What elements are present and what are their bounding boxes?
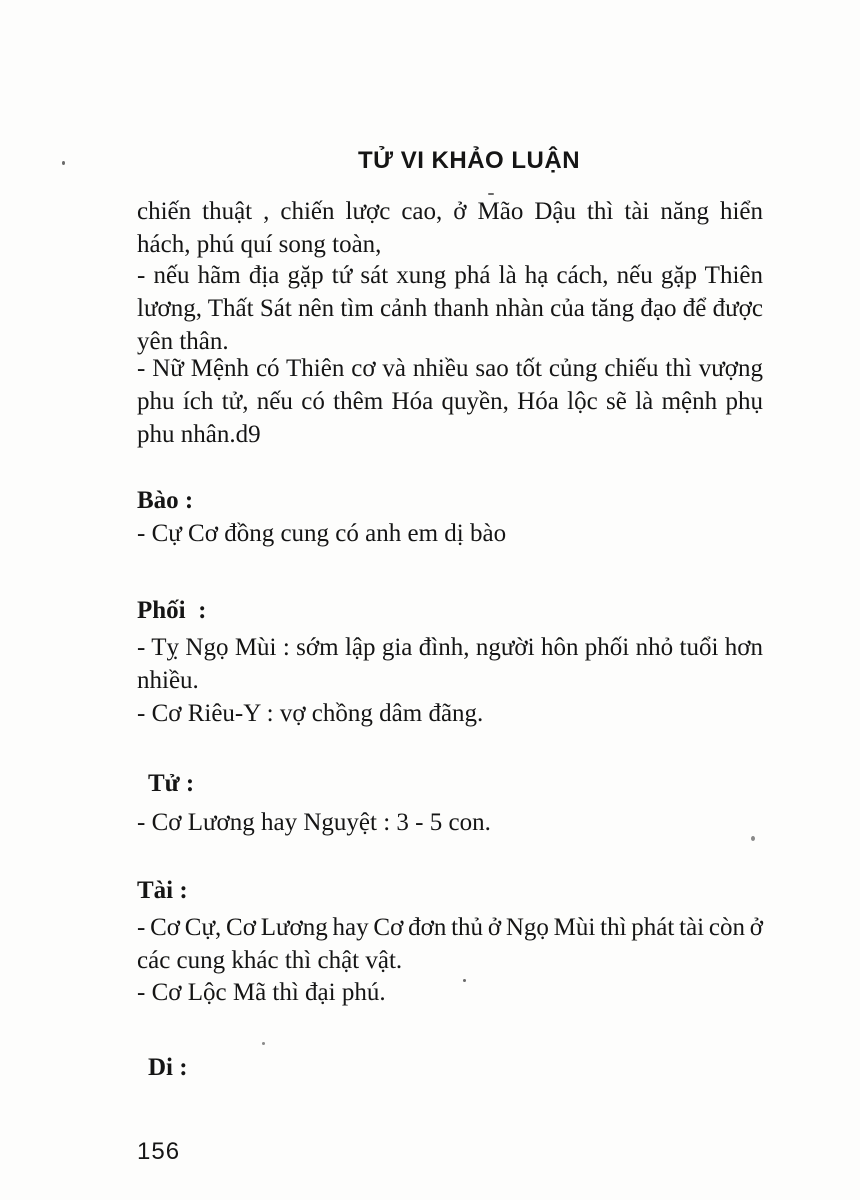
section-heading-phoi: Phối : xyxy=(137,597,207,624)
scan-speck xyxy=(751,836,755,841)
scan-speck xyxy=(262,1042,265,1045)
paragraph-line: - Cơ Riêu-Y : vợ chồng dâm đãng. xyxy=(137,700,484,727)
paragraph-line: nhiều. xyxy=(137,667,199,694)
paragraph-line: phu ích tử, nếu có thêm Hóa quyền, Hóa lộc sẽ là mệnh phụ xyxy=(137,388,763,415)
paragraph-line: hách, phú quí song toàn, xyxy=(137,231,382,258)
paragraph-line: - Cơ Lộc Mã thì đại phú. xyxy=(137,979,386,1006)
scan-speck xyxy=(62,161,65,165)
paragraph-line: - Cự Cơ đồng cung có anh em dị bào xyxy=(137,520,507,547)
paragraph-line: - Nữ Mệnh có Thiên cơ và nhiều sao tốt củng chiếu thì vượng xyxy=(137,355,763,382)
paragraph-line: lương, Thất Sát nên tìm cảnh thanh nhàn của tăng đạo để được xyxy=(137,295,763,322)
section-heading-tu: Tử : xyxy=(148,770,195,797)
section-tu-item xyxy=(137,806,763,839)
section-phoi-item-2 xyxy=(137,697,763,730)
paragraph-line: chiến thuật , chiến lược cao, ở Mão Dậu thì tài năng hiển xyxy=(137,198,763,225)
section-heading-di: Di : xyxy=(148,1054,188,1081)
section-tai-item-1 xyxy=(137,911,763,977)
page-number: 156 xyxy=(137,1138,181,1165)
scan-speck xyxy=(488,193,494,195)
paragraph-line: - nếu hãm địa gặp tứ sát xung phá là hạ cách, nếu gặp Thiên xyxy=(137,262,763,289)
paragraph-line: - Cơ Lương hay Nguyệt : 3 - 5 con. xyxy=(137,809,491,836)
section-bao-item xyxy=(137,517,763,550)
section-tai-item-2 xyxy=(137,976,763,1009)
paragraph-line: - Cơ Cự, Cơ Lương hay Cơ đơn thủ ở Ngọ Mùi thì phát tài còn ở xyxy=(137,914,763,941)
paragraph-line: phu nhân.d9 xyxy=(137,421,261,448)
paragraph-1 xyxy=(137,195,763,261)
page-title: TỬ VI KHẢO LUẬN xyxy=(357,147,581,174)
paragraph-line: - Tỵ Ngọ Mùi : sớm lập gia đình, người hôn phối nhỏ tuổi hơn xyxy=(137,634,763,661)
scan-speck xyxy=(463,979,466,982)
section-heading-bao: Bào : xyxy=(137,487,194,514)
paragraph-3 xyxy=(137,352,763,451)
paragraph-line: yên thân. xyxy=(137,328,229,355)
section-heading-tai: Tài : xyxy=(137,877,188,904)
paragraph-2 xyxy=(137,259,763,358)
paragraph-line: các cung khác thì chật vật. xyxy=(137,947,403,974)
section-phoi-item-1 xyxy=(137,631,763,697)
